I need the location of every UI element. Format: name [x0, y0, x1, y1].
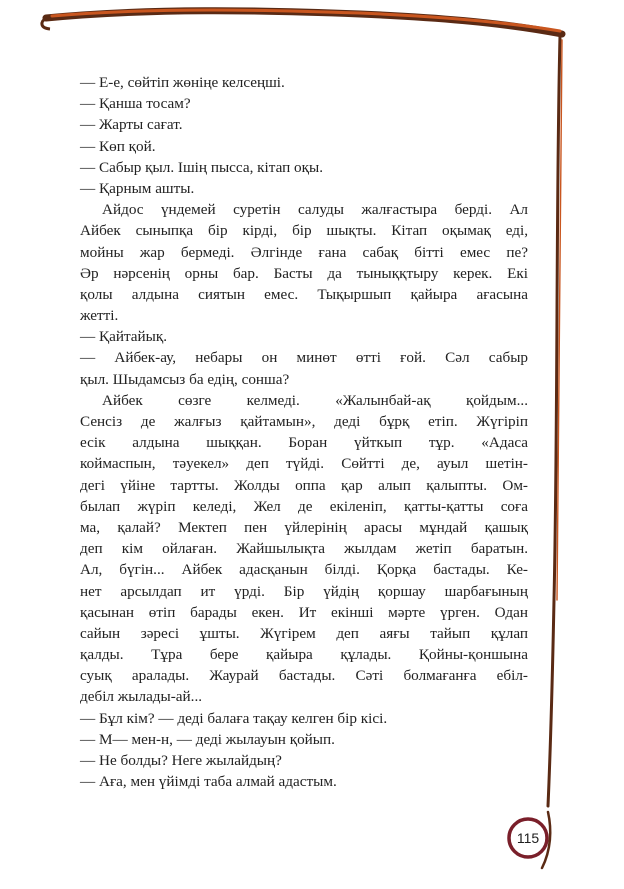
paragraph-line: дебіл жылады-ай...	[80, 688, 203, 706]
dialogue-line: қыл. Шыдамсыз ба едің, сонша?	[80, 370, 290, 388]
paragraph-line: суық аралады. Жаурай бастады. Сәті болмағанға ебіл-	[80, 667, 528, 685]
paragraph-line: нет арсылдап ит үрді. Бір үйдің қоршау шарбағының	[80, 582, 528, 600]
page-number: 115	[516, 830, 540, 846]
paragraph-line: дегі үйіне тартты. Жолды оппа қар алып қалыпты. Ом-	[80, 476, 528, 494]
paragraph-line: қолы алдына сиятын емес. Тықыршып қайыра ағасына	[80, 285, 528, 303]
dialogue-line: — Бұл кім? — деді балаға тақау келген бір кісі.	[80, 709, 388, 727]
paragraph-line: ма, қалай? Мектеп пен үйлерінің арасы мұндай қашық	[80, 518, 528, 536]
paragraph-line: былап жүріп келеді, Жел де екіленіп, қатты-қатты соға	[80, 497, 528, 515]
paragraph-line: жетті.	[80, 307, 119, 325]
story-text	[80, 72, 528, 792]
paragraph-line: Айбек сыныпқа бір кірді, бір шықты. Кітап оқымақ еді,	[80, 222, 528, 240]
paragraph-line: есік алдына шыққан. Боран үйткып тұр. «Адаса	[80, 434, 528, 452]
dialogue-line: — Айбек-ау, небары он минөт өтті ғой. Сәл сабыр	[80, 349, 528, 367]
dialogue-line: — Е-е, сөйтіп жөніңе келсеңші.	[80, 74, 285, 91]
dialogue-line: — М— мен-н, — деді жылауын қойып.	[80, 730, 335, 748]
paragraph-line: мойны жар бермеді. Әлгінде ғана сабақ бітті емес пе?	[80, 243, 528, 261]
dialogue-line: — Қарным ашты.	[80, 179, 195, 197]
dialogue-line: — Көп қой.	[80, 137, 156, 155]
paragraph-line: қасынан өтіп барады екен. Ит екінші мәрте үрген. Одан	[80, 603, 528, 621]
dialogue-line: — Қайтайық.	[80, 328, 168, 346]
dialogue-line: — Сабыр қыл. Ішің пысса, кітап оқы.	[80, 158, 324, 176]
dialogue-line: — Қанша тосам?	[80, 95, 191, 113]
paragraph-line: Сенсіз де жалғыз қайтамын», деді бұрқ етіп. Жүгіріп	[80, 413, 528, 430]
dialogue-line: — Жарты сағат.	[80, 116, 183, 134]
dialogue-line: — Аға, мен үйімді таба алмай адастым.	[80, 773, 337, 791]
paragraph-line: коймаспын, тәуекел» деп түйді. Сөйтті де, ауыл шетін-	[80, 455, 528, 473]
paragraph-line: деп кім ойлаған. Жайшылықта жылдам жетіп баратын.	[80, 540, 528, 558]
paragraph-line: Әр нәрсенің орны бар. Басты да тыныққтыру керек. Екі	[80, 264, 528, 282]
paragraph-line: сайын зәресі ұшты. Жүгірем деп аяғы тайып құлап	[80, 624, 528, 642]
paragraph-line: қалды. Тұра бере қайыра құлады. Қойны-қоншына	[80, 646, 528, 664]
paragraph-line: Айдос үндемей суретін салуды жалғастыра берді. Ал	[102, 201, 528, 219]
dialogue-line: — Не болды? Неге жылайдың?	[80, 752, 282, 769]
paragraph-line: Ал, бүгін... Айбек адасқанын білді. Қорқа бастады. Ке-	[80, 561, 528, 579]
paragraph-line: Айбек сөзге келмеді. «Жалынбай-ақ қойдым...	[102, 391, 528, 409]
